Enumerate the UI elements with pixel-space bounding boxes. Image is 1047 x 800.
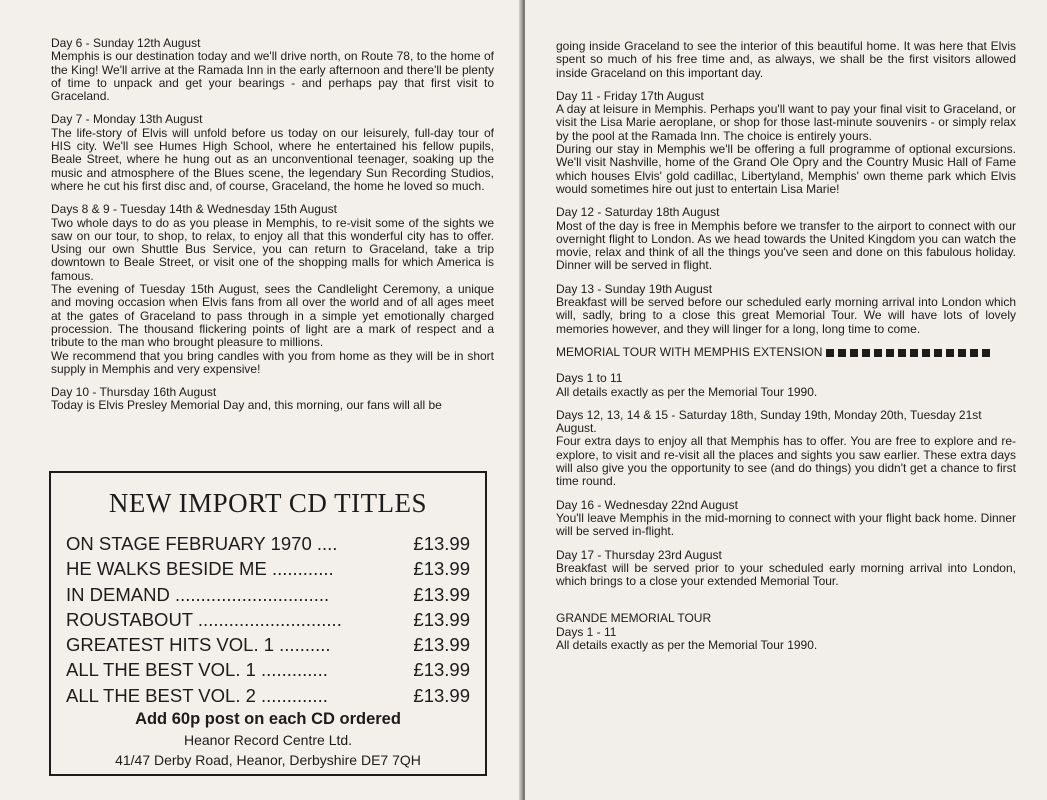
leader-dots: ............ [266, 558, 334, 580]
itinerary-day [556, 283, 1016, 336]
leader-dots: .... [311, 533, 338, 554]
itinerary-day [556, 372, 1016, 399]
left-itinerary-column [51, 37, 494, 423]
day-heading: Days 12, 13, 14 & 15 - Saturday 18th, Sunday 19th, Monday 20th, Tuesday 21st August. [556, 407, 982, 436]
cd-title: ON STAGE FEBRUARY 1970 [66, 533, 312, 554]
cd-price: £13.99 [413, 583, 470, 605]
shop-name: Heanor Record Centre Ltd. [183, 732, 353, 748]
day-description: Four extra days to enjoy all that Memphis has to offer. You are free to explore and re-explore, to visit and re-visit all the places and sights you saw earlier. These extra days will also give you the opportunity to see (and do things) you didn't get a chance to first time round. [556, 434, 1016, 489]
day-heading: Day 13 - Sunday 19th August [556, 281, 713, 296]
day-description: The life-story of Elvis will unfold before us today on our leisurely, full-day tour of HIS city. We'll see Humes High School, where he entertained his fellow pupils, Beale Street, where he hung out as an unconventional teenager, soaking up the music and atmosphere of the Blues scene, the legendary Sun Recording Studios, where he cut his first disc and, of course, Graceland, the home he loved so much. [51, 125, 494, 193]
day-heading: Day 12 - Saturday 18th August [556, 205, 720, 220]
day-heading: Days 1 to 11 [556, 371, 623, 386]
square-bullets-decoration [826, 349, 990, 357]
itinerary-day [556, 499, 1016, 539]
cd-price: £13.99 [413, 533, 470, 554]
cd-price-list [66, 531, 470, 708]
itinerary-day [51, 386, 494, 413]
cd-title: ALL THE BEST VOL. 2 [66, 684, 256, 706]
day-description: Memphis is our destination today and we'll drive north, on Route 78, to the home of the King! We'll arrive at the Ramada Inn in the early afternoon and there'll be plenty of time to unpack and get your bearings - and perhaps pay that first visit to Graceland. [51, 49, 494, 104]
leader-dots: .............................. [169, 583, 330, 605]
day-heading: Day 6 - Sunday 12th August [51, 36, 201, 50]
cd-title: IN DEMAND [66, 583, 170, 605]
cd-title: ROUSTABOUT [66, 608, 193, 630]
cd-advert [49, 471, 487, 776]
day-heading: Days 1 - 11 [556, 624, 617, 639]
continued-text: going inside Graceland to see the interior of this beautiful home. It was here that Elvis spent so much of his free time and, as always, we shall be the first visitors allowed inside Graceland on this important day. [556, 39, 1016, 80]
day-heading: Days 8 & 9 - Tuesday 14th & Wednesday 15th August [51, 202, 337, 217]
day-description: A day at leisure in Memphis. Perhaps you'll want to pay your final visit to Graceland, or visit the Lisa Marie aeroplane, or shop for those last-minute souvenirs - or simply relax by the pool at the Ramada Inn. The choice is entirely yours. [556, 102, 1016, 143]
left-page [0, 0, 522, 800]
cd-price: £13.99 [413, 659, 470, 681]
day-description: Today is Elvis Presley Memorial Day and, this morning, our fans will all be [51, 398, 442, 413]
cd-title: GREATEST HITS VOL. 1 [66, 634, 275, 656]
day-description: During our stay in Memphis we'll be offering a full programme of optional excursions. We'll visit Nashville, home of the Grand Ole Opry and the Country Music Hall of Fame which houses Elvis' gold cadillac, Libertyland, Memphis' own theme park which Elvis would sometimes hire out just to entertain Lisa Marie! [556, 142, 1016, 196]
itinerary-day [51, 113, 494, 193]
cd-price: £13.99 [413, 684, 470, 706]
grande-tour-section [556, 612, 1016, 652]
itinerary-day [556, 549, 1016, 589]
advert-title: NEW IMPORT CD TITLES [108, 488, 428, 518]
day-heading: Day 16 - Wednesday 22nd August [556, 497, 738, 512]
right-page [525, 0, 1047, 800]
day-heading: Day 11 - Friday 17th August [556, 88, 704, 103]
itinerary-day [51, 37, 494, 103]
day-description: Breakfast will be served prior to your scheduled early morning arrival into London, which brings to a close your extended Memorial Tour. [556, 560, 1016, 589]
grande-tour-header: GRANDE MEMORIAL TOUR [556, 611, 712, 626]
day-description: All details exactly as per the Memorial Tour 1990. [556, 637, 818, 652]
day-description: All details exactly as per the Memorial Tour 1990. [556, 384, 818, 399]
itinerary-day [556, 206, 1016, 272]
day-description: We recommend that you bring candles with you from home as they will be in short supply in Memphis and very expensive! [51, 348, 494, 376]
cd-title: HE WALKS BESIDE ME [66, 558, 267, 580]
day-description: Two whole days to do as you please in Memphis, to re-visit some of the sights we saw on our tour, to shop, to relax, to enjoy all that this wonderful city has to offer. Using our own Shuttle Bus Service, you can return to Graceland, take a trip downtown to Beale Street, or visit one of the shopping malls for which America is famous. [51, 215, 494, 283]
day-heading: Day 10 - Thursday 16th August [51, 385, 217, 400]
day-description: You'll leave Memphis in the mid-morning to connect with your flight back home. Dinner will be served in-flight. [556, 510, 1016, 539]
cd-list-item [66, 657, 470, 682]
itinerary-day [556, 90, 1016, 196]
right-itinerary-column [556, 40, 1016, 662]
postage-note: Add 60p post on each CD ordered [135, 710, 401, 728]
itinerary-day [51, 203, 494, 376]
cd-list-item [66, 531, 470, 556]
itinerary-continuation [556, 40, 1016, 80]
leader-dots: ............. [255, 684, 328, 706]
shop-address: 41/47 Derby Road, Heanor, Derbyshire DE7 7QH [115, 752, 421, 768]
extension-header [556, 346, 1016, 359]
itinerary-day [556, 409, 1016, 489]
leader-dots: .......... [274, 634, 331, 656]
day-heading: Day 17 - Thursday 23rd August [556, 547, 722, 562]
day-description: The evening of Tuesday 15th August, sees the Candlelight Ceremony, a unique and moving occasion when Elvis fans from all over the world and of all ages meet at the gates of Graceland to pass through in a simple yet emotionally charged procession. The thousand flickering points of light are a mark of respect and a tribute to the man who brought pleasure to millions. [51, 282, 494, 350]
cd-price: £13.99 [413, 558, 470, 580]
leader-dots: ............................ [192, 608, 342, 630]
day-description: Most of the day is free in Memphis before we transfer to the airport to connect with our overnight flight to London. As we head towards the United Kingdom you can watch the movie, relax and think of all the things you've seen and done on this fabulous holiday. Dinner will be served in flight. [556, 218, 1016, 273]
cd-list-item [66, 607, 470, 632]
cd-title: ALL THE BEST VOL. 1 [66, 659, 256, 681]
cd-list-item [66, 683, 470, 708]
cd-list-item [66, 632, 470, 657]
day-heading: Day 7 - Monday 13th August [51, 112, 203, 127]
cd-list-item [66, 556, 470, 581]
extension-title: MEMORIAL TOUR WITH MEMPHIS EXTENSION [556, 344, 823, 359]
cd-list-item [66, 582, 470, 607]
leader-dots: ............. [255, 659, 328, 681]
day-description: Breakfast will be served before our scheduled early morning arrival into London which will, sadly, bring to a close this great Memorial Tour. We will have lots of lovely memories however, and they will linger for a long, long time to come. [556, 295, 1016, 336]
cd-price: £13.99 [413, 634, 470, 656]
cd-price: £13.99 [413, 608, 470, 630]
